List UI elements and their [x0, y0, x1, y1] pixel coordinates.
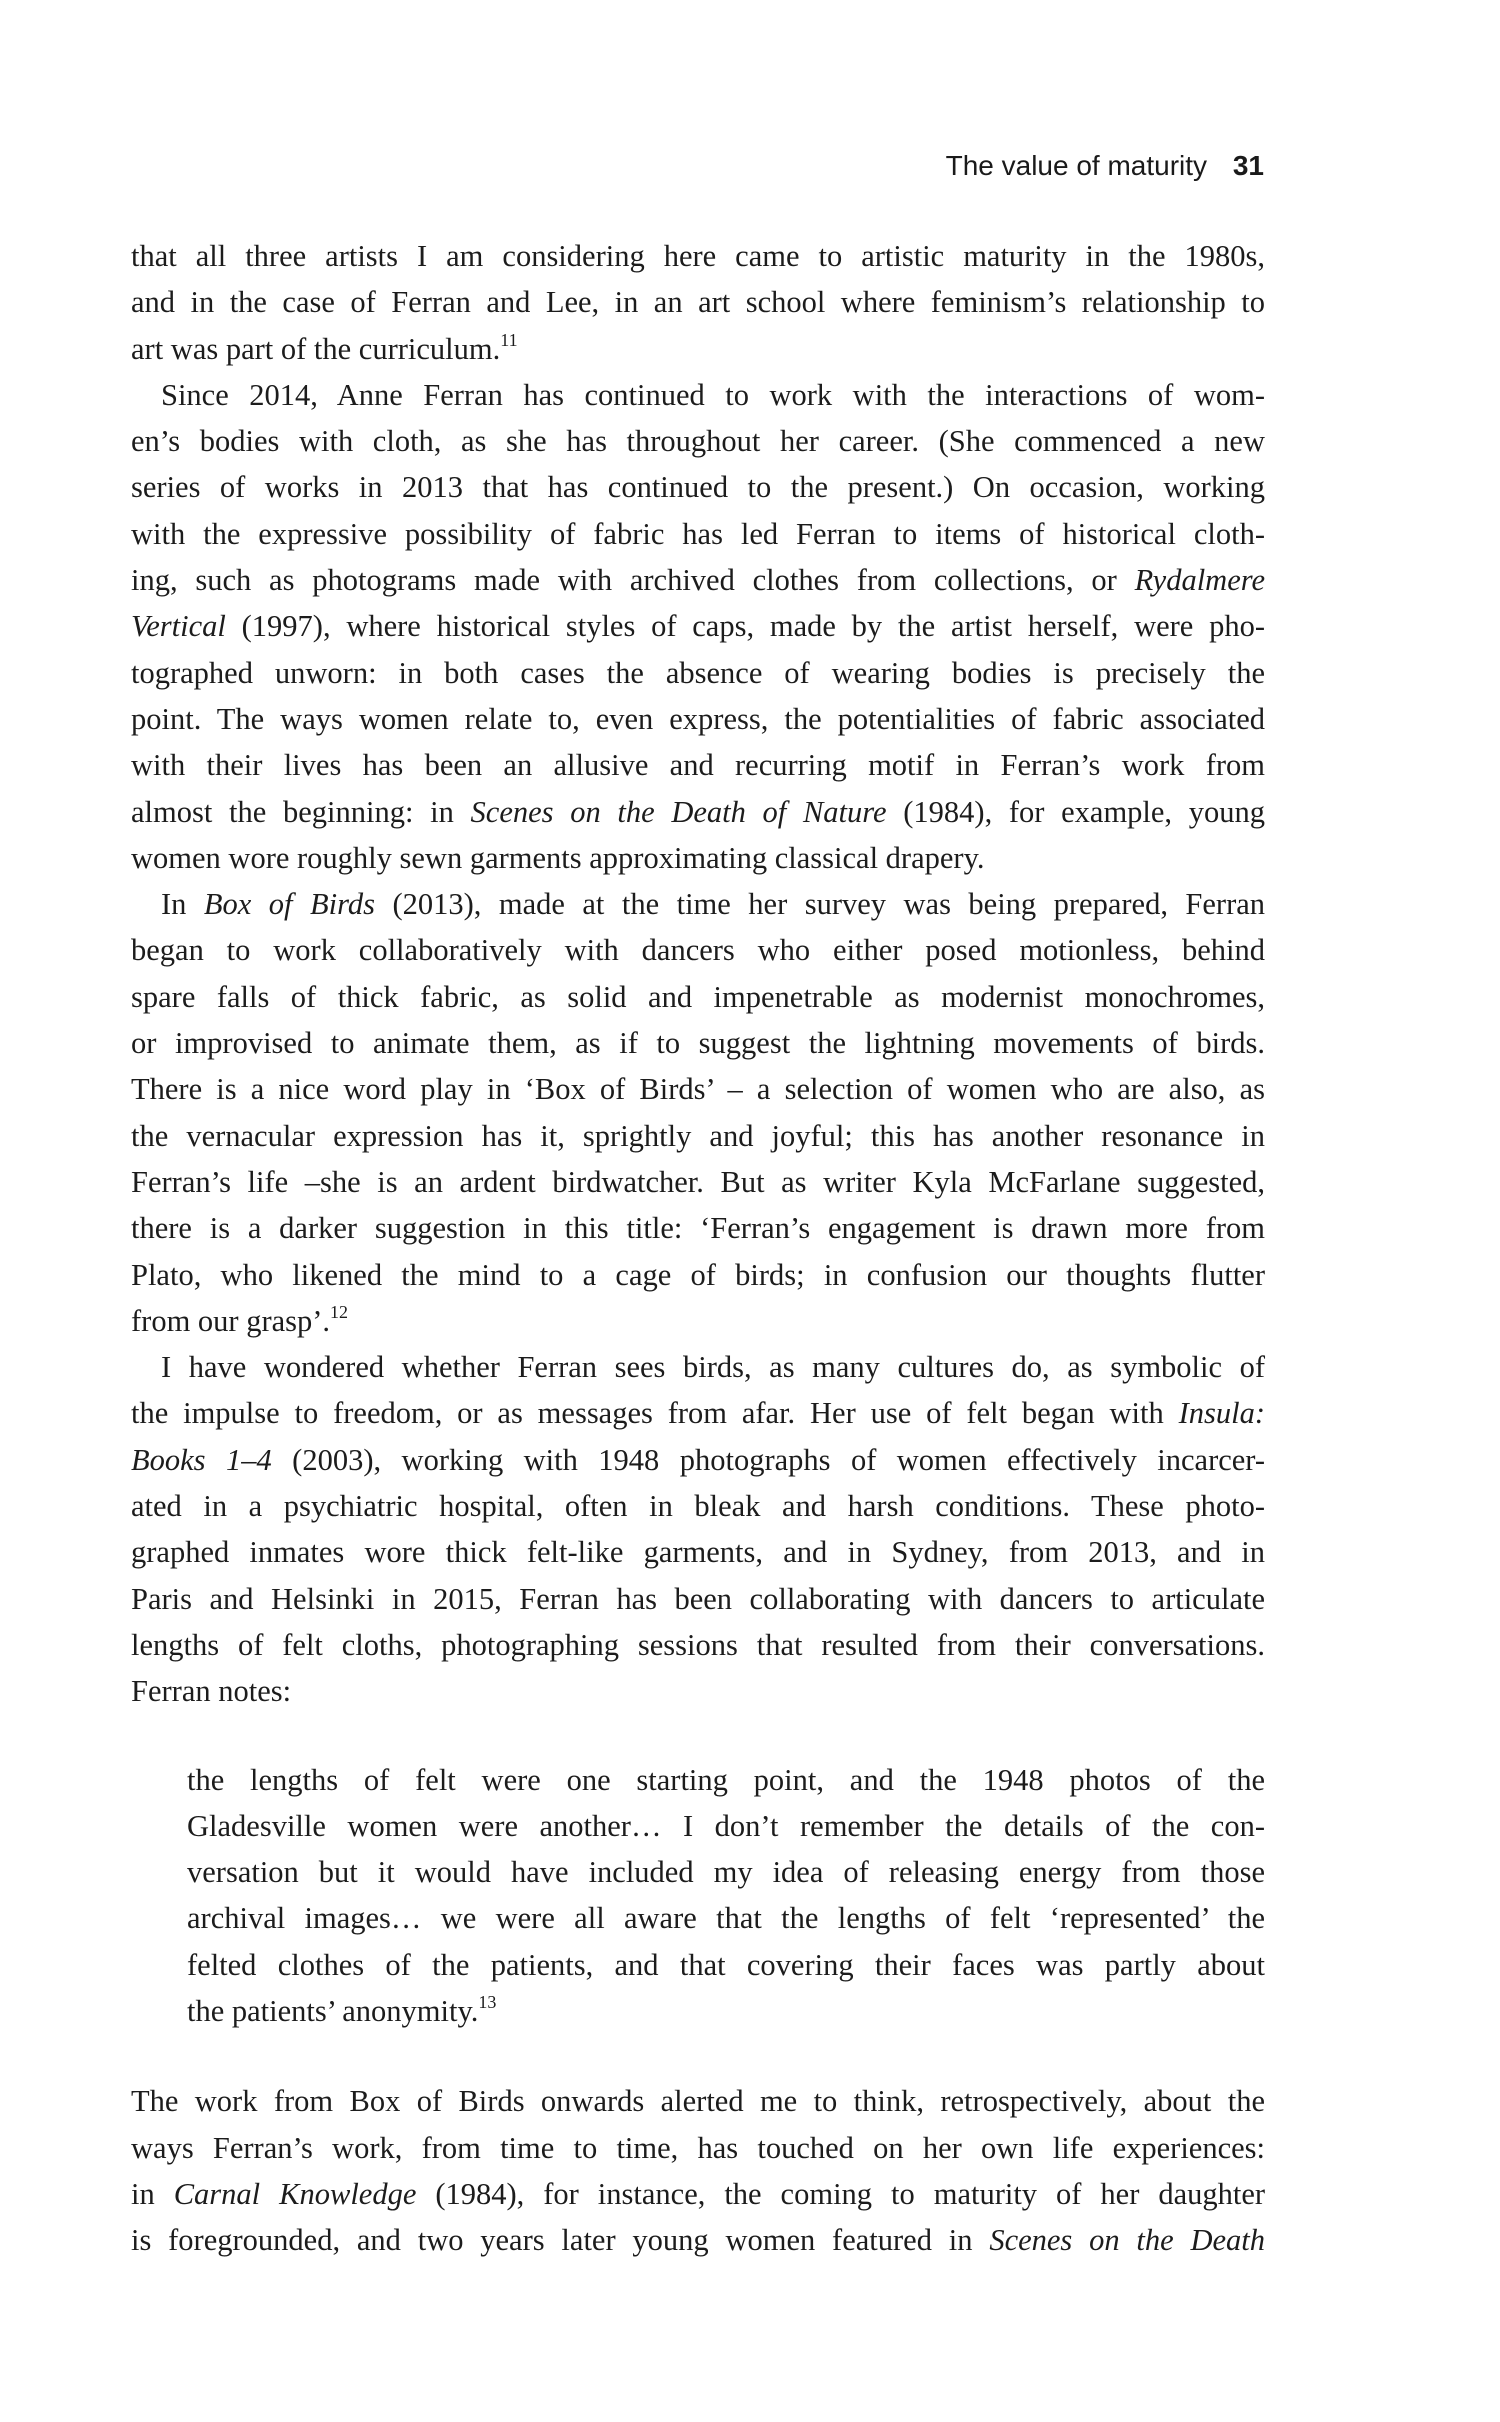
text-line: point. The ways women relate to, even express, the potentialities of fabric associated — [131, 701, 1265, 736]
block-quote — [187, 1757, 1265, 2035]
running-head — [946, 150, 1264, 182]
footnote-ref[interactable]: 12 — [330, 1301, 349, 1322]
text-span: from our grasp’. — [131, 1303, 331, 1338]
text-line: and in the case of Ferran and Lee, in an art school where feminism’s relationship to — [131, 285, 1265, 320]
text-line: There is a nice word play in ‘Box of Birds’ – a selection of women who are also, as — [131, 1072, 1265, 1107]
text-line: graphed inmates wore thick felt-like garments, and in Sydney, from 2013, and in — [131, 1535, 1265, 1570]
text-line: with the expressive possibility of fabric has led Ferran to items of historical cloth- — [131, 516, 1265, 551]
text-line: the lengths of felt were one starting point, and the 1948 photos of the — [187, 1762, 1265, 1797]
text-span: (1997), where historical styles of caps, made by the artist herself, were pho- — [241, 609, 1265, 644]
body-text — [131, 233, 1265, 2263]
text-span: (2003), working with 1948 photographs of women effectively incarcer- — [292, 1442, 1266, 1477]
text-line: series of works in 2013 that has continued to the present.) On occasion, working — [131, 470, 1265, 505]
paragraph-4 — [131, 1344, 1265, 1714]
text-line: ways Ferran’s work, from time to time, has touched on her own life experiences: — [131, 2130, 1265, 2165]
text-line: Ferran notes: — [131, 1674, 292, 1709]
text-line — [131, 881, 1265, 927]
text-span: is foregrounded, and two years later young women featured in — [131, 2223, 973, 2258]
paragraph-1 — [131, 233, 1265, 372]
artwork-title: Books 1–4 — [131, 1442, 272, 1477]
text-span: (1984), for example, young — [903, 794, 1265, 829]
text-line: en’s bodies with cloth, as she has throughout her career. (She commenced a new — [131, 424, 1265, 459]
artwork-title: Rydalmere — [1134, 563, 1266, 598]
text-line: felted clothes of the patients, and that covering their faces was partly about — [187, 1947, 1265, 1982]
text-line: with their lives has been an allusive and recurring motif in Ferran’s work from — [131, 748, 1265, 783]
text-line: began to work collaboratively with dancers who either posed motionless, behind — [131, 933, 1265, 968]
text-line — [131, 1390, 1265, 1436]
text-line: versation but it would have included my idea of releasing energy from those — [187, 1855, 1265, 1890]
text-line: or improvised to animate them, as if to suggest the lightning movements of birds. — [131, 1026, 1265, 1061]
text-span: almost the beginning: in — [131, 794, 454, 829]
page-number: 31 — [1232, 150, 1264, 181]
text-span: the impulse to freedom, or as messages from afar. Her use of felt began with — [131, 1396, 1164, 1431]
artwork-title: Box of Birds — [203, 887, 375, 922]
text-line: tographed unworn: in both cases the absence of wearing bodies is precisely the — [131, 655, 1265, 690]
footnote-ref[interactable]: 13 — [478, 1991, 497, 2012]
text-line: there is a darker suggestion in this title: ‘Ferran’s engagement is drawn more from — [131, 1211, 1265, 1246]
paragraph-5 — [131, 2078, 1265, 2263]
text-line: Gladesville women were another… I don’t remember the details of the con- — [187, 1808, 1265, 1843]
text-line — [131, 557, 1265, 603]
text-line — [187, 1988, 1265, 2034]
text-span: (2013), made at the time her survey was being prepared, Ferran — [392, 887, 1266, 922]
text-line — [131, 1437, 1265, 1483]
text-span: in — [131, 2176, 155, 2211]
text-line — [131, 789, 1265, 835]
artwork-title: Insula: — [1178, 1396, 1266, 1431]
text-line: ated in a psychiatric hospital, often in bleak and harsh conditions. These photo- — [131, 1489, 1265, 1524]
text-line: spare falls of thick fabric, as solid and impenetrable as modernist monochromes, — [131, 979, 1265, 1014]
text-line: I have wondered whether Ferran sees birds, as many cultures do, as symbolic of — [161, 1350, 1265, 1385]
text-line — [131, 326, 1265, 372]
text-line: lengths of felt cloths, photographing sessions that resulted from their conversations. — [131, 1627, 1265, 1662]
text-line: archival images… we were all aware that the lengths of felt ‘represented’ the — [187, 1901, 1265, 1936]
text-line: Since 2014, Anne Ferran has continued to work with the interactions of wom- — [161, 377, 1265, 412]
text-line — [131, 2171, 1265, 2217]
text-line: Plato, who likened the mind to a cage of birds; in confusion our thoughts flutter — [131, 1257, 1265, 1292]
artwork-title: Vertical — [131, 609, 226, 644]
text-line: Paris and Helsinki in 2015, Ferran has been collaborating with dancers to articulate — [131, 1581, 1265, 1616]
footnote-ref[interactable]: 11 — [500, 329, 518, 350]
text-span: the patients’ anonymity. — [187, 1993, 479, 2028]
text-line: the vernacular expression has it, sprightly and joyful; this has another resonance in — [131, 1118, 1265, 1153]
text-span: In — [161, 887, 187, 922]
paragraph-3 — [131, 881, 1265, 1344]
artwork-title: Scenes on the Death of Nature — [470, 794, 887, 829]
running-head-title: The value of maturity — [945, 150, 1208, 181]
text-line: women wore roughly sewn garments approximating classical drapery. — [131, 840, 985, 875]
text-line: The work from Box of Birds onwards alerted me to think, retrospectively, about the — [131, 2084, 1265, 2119]
text-span: ing, such as photograms made with archived clothes from collections, or — [131, 563, 1117, 598]
artwork-title: Scenes on the Death — [989, 2223, 1266, 2258]
text-span: art was part of the curriculum. — [131, 331, 501, 366]
text-span: (1984), for instance, the coming to maturity of her daughter — [435, 2176, 1266, 2211]
text-line — [131, 2217, 1265, 2263]
paragraph-2 — [131, 372, 1265, 881]
text-line — [131, 1298, 1265, 1344]
text-line — [131, 603, 1265, 649]
artwork-title: Carnal Knowledge — [173, 2176, 417, 2211]
text-line: Ferran’s life –she is an ardent birdwatcher. But as writer Kyla McFarlane suggested, — [131, 1164, 1265, 1199]
text-line: that all three artists I am considering here came to artistic maturity in the 1980s, — [131, 239, 1265, 273]
